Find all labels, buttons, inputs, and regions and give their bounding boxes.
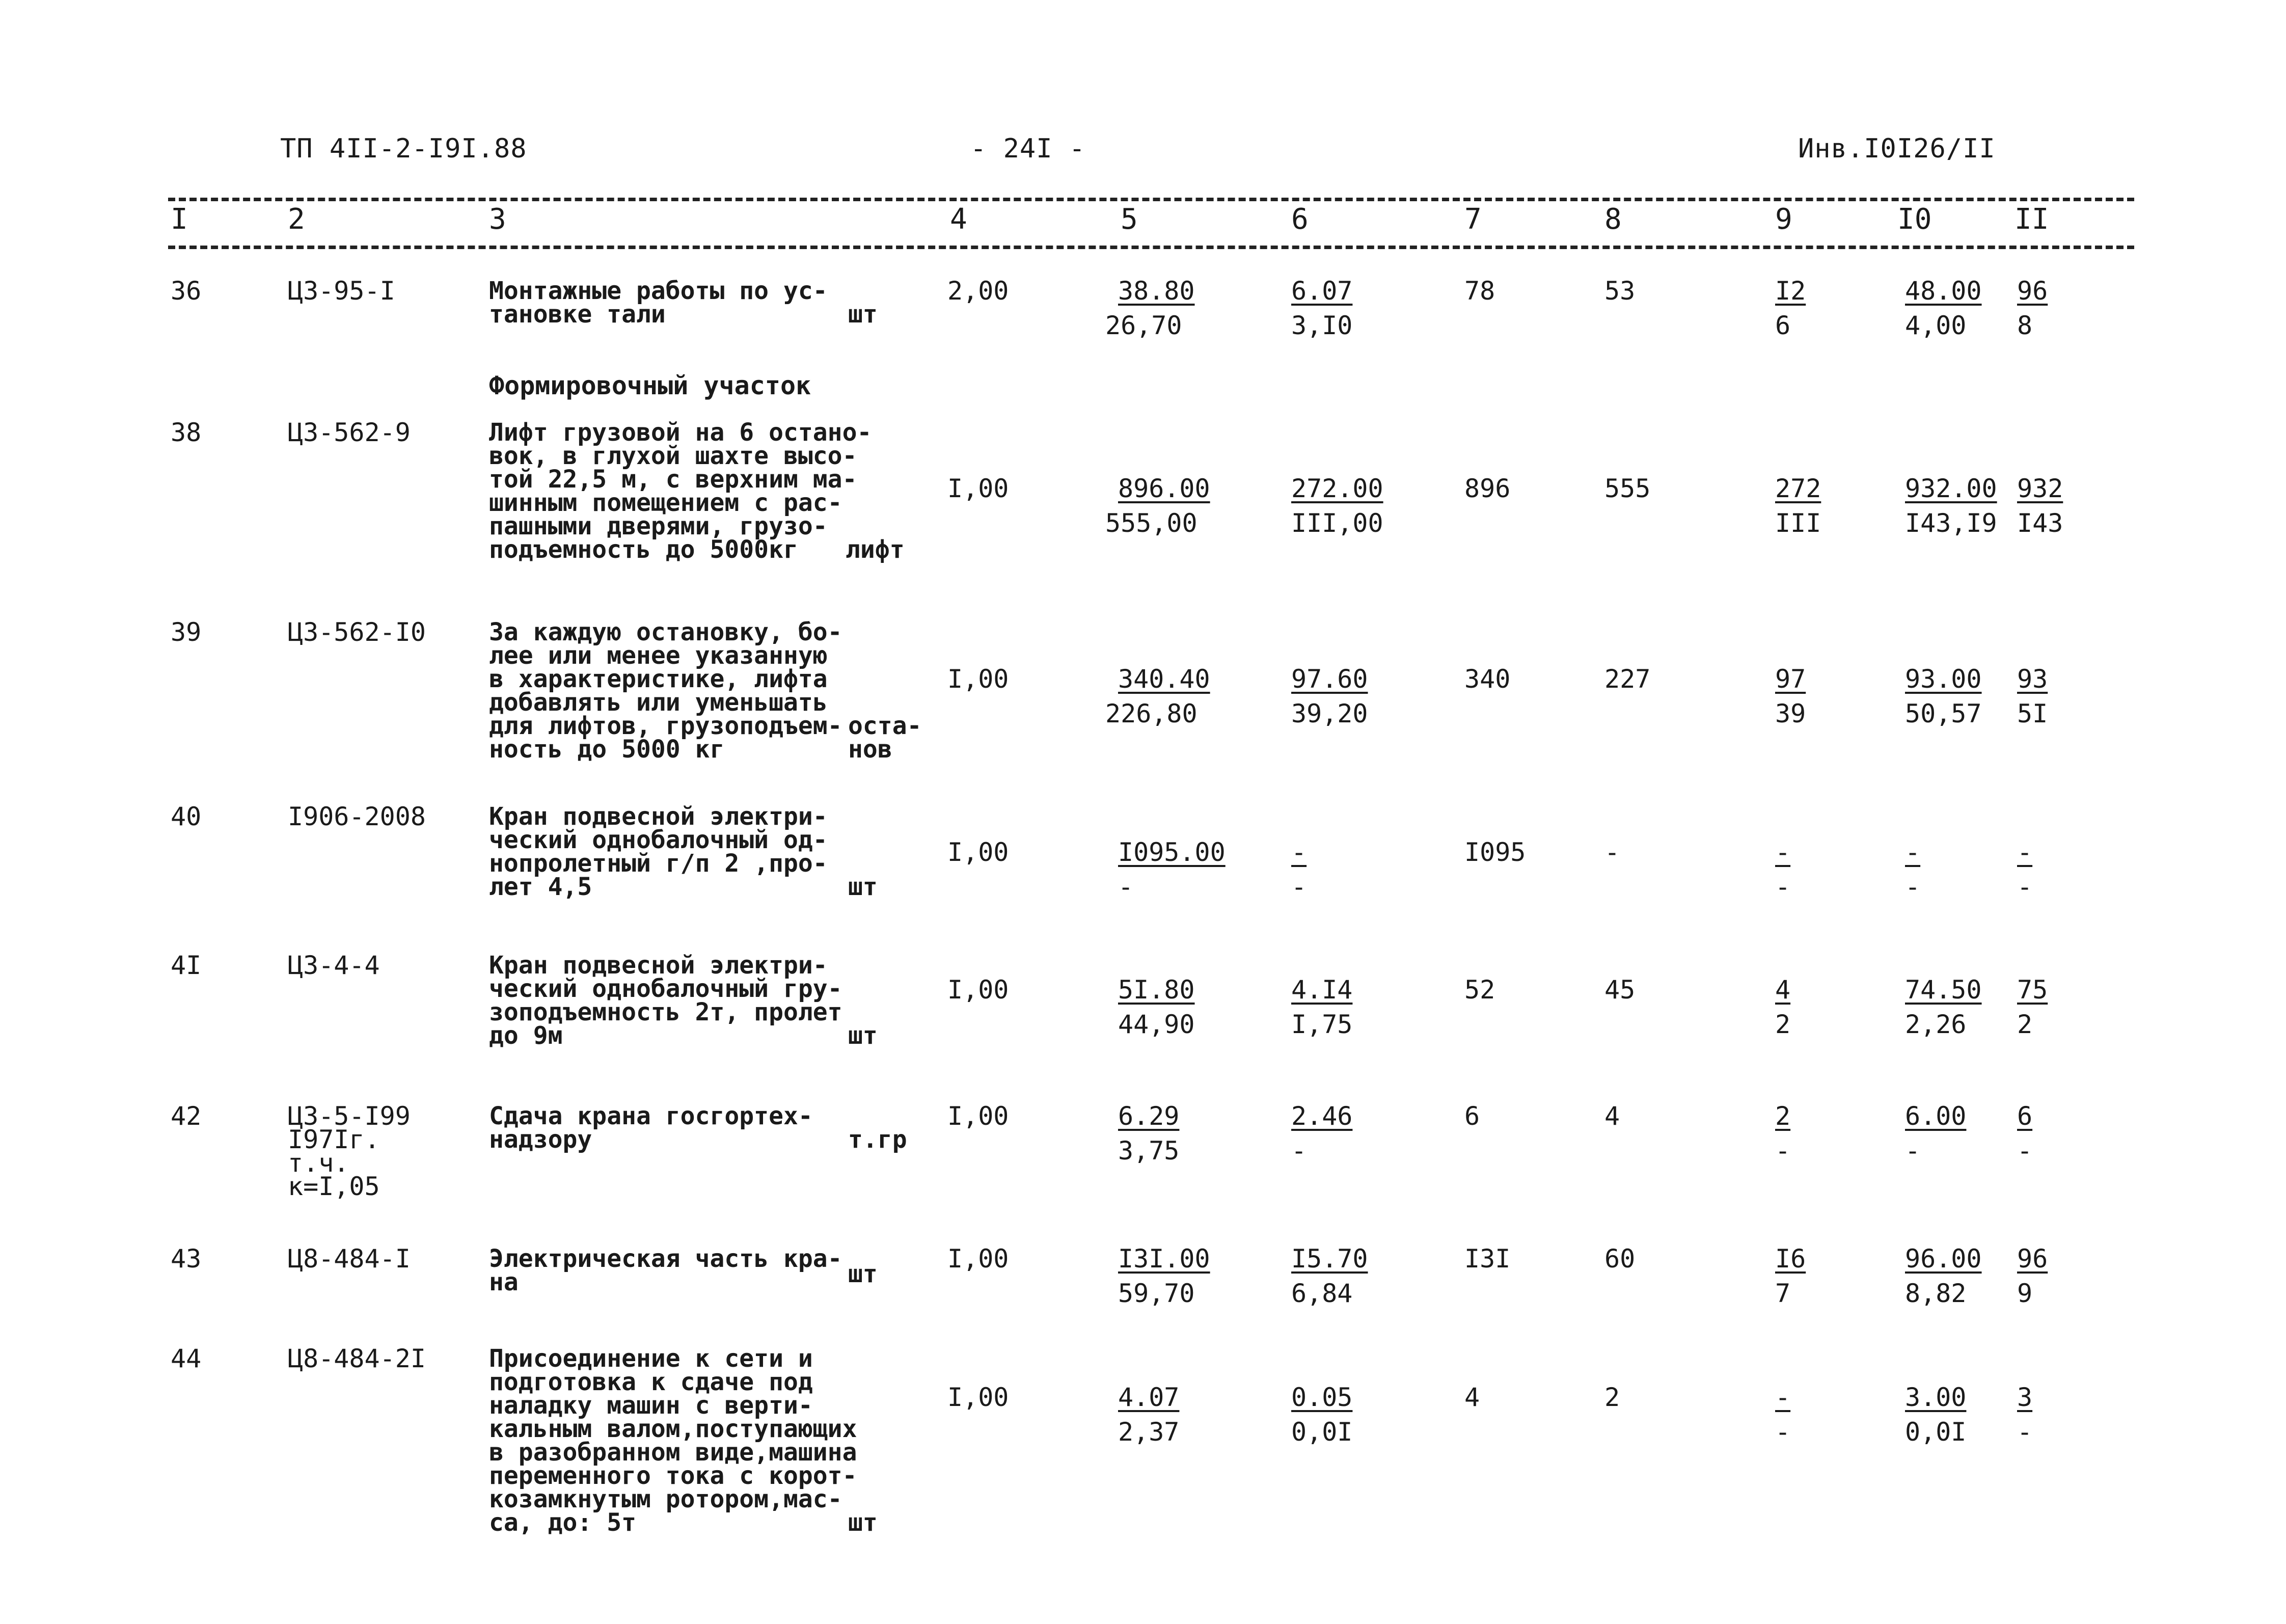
col7: I3I — [1464, 1244, 1511, 1274]
col9-top: - — [1775, 1383, 1791, 1412]
quantity: I,00 — [947, 975, 1009, 1005]
col5-top: 4.07 — [1118, 1383, 1180, 1412]
col-header-8: 8 — [1604, 203, 1622, 236]
unit: лифт — [846, 535, 905, 564]
col6-bottom: - — [1291, 872, 1307, 902]
col10-top: 74.50 — [1905, 975, 1982, 1005]
work-description: Монтажные работы по ус- тановке тали — [489, 277, 828, 329]
section-title: Формировочный участок — [489, 371, 811, 400]
col10-bottom: 2,26 — [1905, 1010, 1967, 1039]
col9-bottom: - — [1775, 1136, 1791, 1166]
col10-top: 6.00 — [1905, 1101, 1967, 1131]
col6-top: 6.07 — [1291, 276, 1353, 306]
col11-bottom: 2 — [2017, 1010, 2033, 1039]
col8: 4 — [1604, 1101, 1620, 1131]
col6-bottom: 0,0I — [1291, 1417, 1353, 1447]
col11-top: 932 — [2017, 474, 2063, 503]
unit: шт — [848, 873, 878, 901]
row-number: 43 — [171, 1244, 202, 1274]
col-header-6: 6 — [1291, 203, 1309, 236]
col-header-5: 5 — [1121, 203, 1138, 236]
col11-bottom: - — [2017, 1136, 2033, 1166]
row-number: 39 — [171, 617, 202, 647]
col5-bottom: 59,70 — [1118, 1279, 1195, 1308]
col11-top: 6 — [2017, 1101, 2033, 1131]
col-header-7: 7 — [1464, 203, 1482, 236]
col-header-3: 3 — [489, 203, 506, 236]
col10-top: 3.00 — [1905, 1383, 1967, 1412]
quantity: I,00 — [947, 1383, 1009, 1412]
unit: шт — [848, 1508, 878, 1537]
col5-top: 5I.80 — [1118, 975, 1195, 1005]
col10-bottom: 50,57 — [1905, 699, 1982, 728]
col8: 555 — [1604, 474, 1651, 503]
col11-bottom: 8 — [2017, 311, 2033, 340]
row-number: 42 — [171, 1101, 202, 1131]
col-header-11: II — [2015, 203, 2049, 236]
page-number: - 24I - — [970, 133, 1086, 164]
col11-top: 3 — [2017, 1383, 2033, 1412]
col5-top: I3I.00 — [1118, 1244, 1210, 1274]
col9-top: I2 — [1775, 276, 1806, 306]
col9-top: 4 — [1775, 975, 1791, 1005]
col5-bottom: - — [1118, 872, 1134, 902]
col5-top: 340.40 — [1118, 664, 1210, 694]
col8: 2 — [1604, 1383, 1620, 1412]
col-header-10: I0 — [1897, 203, 1932, 236]
col-header-1: I — [171, 203, 188, 236]
rate-code: Ц3-95-I — [288, 276, 395, 306]
col7: 340 — [1464, 664, 1511, 694]
col10-bottom: 0,0I — [1905, 1417, 1967, 1447]
row-number: 4I — [171, 951, 202, 980]
col11-top: - — [2017, 837, 2033, 867]
col10-bottom: 4,00 — [1905, 311, 1967, 340]
col11-bottom: I43 — [2017, 508, 2063, 538]
col6-top: 2.46 — [1291, 1101, 1353, 1131]
col9-top: I6 — [1775, 1244, 1806, 1274]
col7: 78 — [1464, 276, 1495, 306]
col11-bottom: 9 — [2017, 1279, 2033, 1308]
col6-top: - — [1291, 837, 1307, 867]
col9-bottom: 7 — [1775, 1279, 1791, 1308]
unit: шт — [848, 1021, 878, 1050]
col11-bottom: - — [2017, 872, 2033, 902]
col8: 53 — [1604, 276, 1636, 306]
row-number: 38 — [171, 418, 202, 447]
col9-bottom: III — [1775, 508, 1821, 538]
col10-top: - — [1905, 837, 1921, 867]
row-number: 44 — [171, 1344, 202, 1373]
col8: 45 — [1604, 975, 1636, 1005]
rate-code: Ц3-4-4 — [288, 951, 380, 980]
work-description: Кран подвесной электри- ческий однобалочный од- нопролетный г/п 2 ,про- лет 4,5 — [489, 802, 828, 901]
col9-bottom: 6 — [1775, 311, 1791, 340]
col6-top: 4.I4 — [1291, 975, 1353, 1005]
col6-bottom: III,00 — [1291, 508, 1383, 538]
col10-top: 96.00 — [1905, 1244, 1982, 1274]
col8: 60 — [1604, 1244, 1636, 1274]
col5-top: 6.29 — [1118, 1101, 1180, 1131]
col8: - — [1604, 837, 1620, 867]
col7: 52 — [1464, 975, 1495, 1005]
col6-top: 272.00 — [1291, 474, 1383, 503]
work-description: Присоединение к сети и подготовка к сдаче под наладку машин с верти- кальным валом,поступающих в разобранном виде,машина переменного тока с корот- козамкнутым ротором,мас- са, до: 5т — [489, 1344, 857, 1537]
quantity: I,00 — [947, 1244, 1009, 1274]
work-description: Лифт грузовой на 6 остано- вок, в глухой шахте высо- той 22,5 м, с верхним ма- шинным помещением с рас- пашными дверями, грузо- подъемность до 5000кг — [489, 418, 872, 564]
col5-bottom: 226,80 — [1105, 699, 1198, 728]
col5-bottom: 2,37 — [1118, 1417, 1180, 1447]
col5-top: 896.00 — [1118, 474, 1210, 503]
col9-top: 272 — [1775, 474, 1821, 503]
col10-bottom: - — [1905, 1136, 1921, 1166]
col5-top: 38.80 — [1118, 276, 1195, 306]
col5-bottom: 26,70 — [1105, 311, 1182, 340]
col10-bottom: 8,82 — [1905, 1279, 1967, 1308]
col8: 227 — [1604, 664, 1651, 694]
col6-bottom: - — [1291, 1136, 1307, 1166]
row-number: 36 — [171, 276, 202, 306]
work-description: Кран подвесной электри- ческий однобалочный гру- зоподъемность 2т, пролет до 9м — [489, 951, 842, 1050]
col9-bottom: - — [1775, 872, 1791, 902]
col5-top: I095.00 — [1118, 837, 1226, 867]
unit: т.гр — [848, 1125, 907, 1154]
col7: I095 — [1464, 837, 1526, 867]
col-header-4: 4 — [950, 203, 967, 236]
quantity: I,00 — [947, 474, 1009, 503]
rate-code: Ц3-562-I0 — [288, 617, 426, 647]
col9-bottom: - — [1775, 1417, 1791, 1447]
rate-code: Ц8-484-I — [288, 1244, 411, 1274]
col10-bottom: I43,I9 — [1905, 508, 1997, 538]
col6-bottom: 3,I0 — [1291, 311, 1353, 340]
col5-bottom: 44,90 — [1118, 1010, 1195, 1039]
col5-bottom: 555,00 — [1105, 508, 1198, 538]
col10-top: 93.00 — [1905, 664, 1982, 694]
col6-bottom: 6,84 — [1291, 1279, 1353, 1308]
col9-bottom: 39 — [1775, 699, 1806, 728]
col-header-9: 9 — [1775, 203, 1792, 236]
col11-bottom: 5I — [2017, 699, 2048, 728]
col6-bottom: 39,20 — [1291, 699, 1368, 728]
col-header-2: 2 — [288, 203, 305, 236]
quantity: I,00 — [947, 664, 1009, 694]
unit: оста- нов — [848, 712, 922, 764]
doc-code: ТП 4II-2-I9I.88 — [280, 133, 527, 164]
unit: шт — [848, 300, 878, 329]
col9-top: - — [1775, 837, 1791, 867]
col11-bottom: - — [2017, 1417, 2033, 1447]
col11-top: 93 — [2017, 664, 2048, 694]
top-rule — [168, 198, 2134, 201]
col10-top: 932.00 — [1905, 474, 1997, 503]
col9-bottom: 2 — [1775, 1010, 1791, 1039]
rate-code: Ц3-5-I99 I97Iг. т.ч. к=I,05 — [288, 1101, 411, 1201]
row-number: 40 — [171, 802, 202, 831]
quantity: 2,00 — [947, 276, 1009, 306]
col7: 6 — [1464, 1101, 1480, 1131]
col6-top: I5.70 — [1291, 1244, 1368, 1274]
col6-top: 0.05 — [1291, 1383, 1353, 1412]
col7: 4 — [1464, 1383, 1480, 1412]
inventory-number: Инв.I0I26/II — [1798, 133, 1996, 164]
work-description: Сдача крана госгортех- надзору — [489, 1102, 813, 1154]
col5-bottom: 3,75 — [1118, 1136, 1180, 1166]
quantity: I,00 — [947, 1101, 1009, 1131]
work-description: Электрическая часть кра- на — [489, 1244, 842, 1296]
unit: шт — [848, 1260, 878, 1288]
col11-top: 75 — [2017, 975, 2048, 1005]
col6-bottom: I,75 — [1291, 1010, 1353, 1039]
col11-top: 96 — [2017, 1244, 2048, 1274]
col6-top: 97.60 — [1291, 664, 1368, 694]
col10-bottom: - — [1905, 872, 1921, 902]
header-rule — [168, 246, 2134, 249]
quantity: I,00 — [947, 837, 1009, 867]
work-description: За каждую остановку, бо- лее или менее указанную в характеристике, лифта добавлять или уменьшать для лифтов, грузоподъем- ность до 5000 кг — [489, 618, 842, 764]
col11-top: 96 — [2017, 276, 2048, 306]
rate-code: Ц8-484-2I — [288, 1344, 426, 1373]
rate-code: I906-2008 — [288, 802, 426, 831]
col10-top: 48.00 — [1905, 276, 1982, 306]
col9-top: 97 — [1775, 664, 1806, 694]
col7: 896 — [1464, 474, 1511, 503]
col9-top: 2 — [1775, 1101, 1791, 1131]
rate-code: Ц3-562-9 — [288, 418, 411, 447]
